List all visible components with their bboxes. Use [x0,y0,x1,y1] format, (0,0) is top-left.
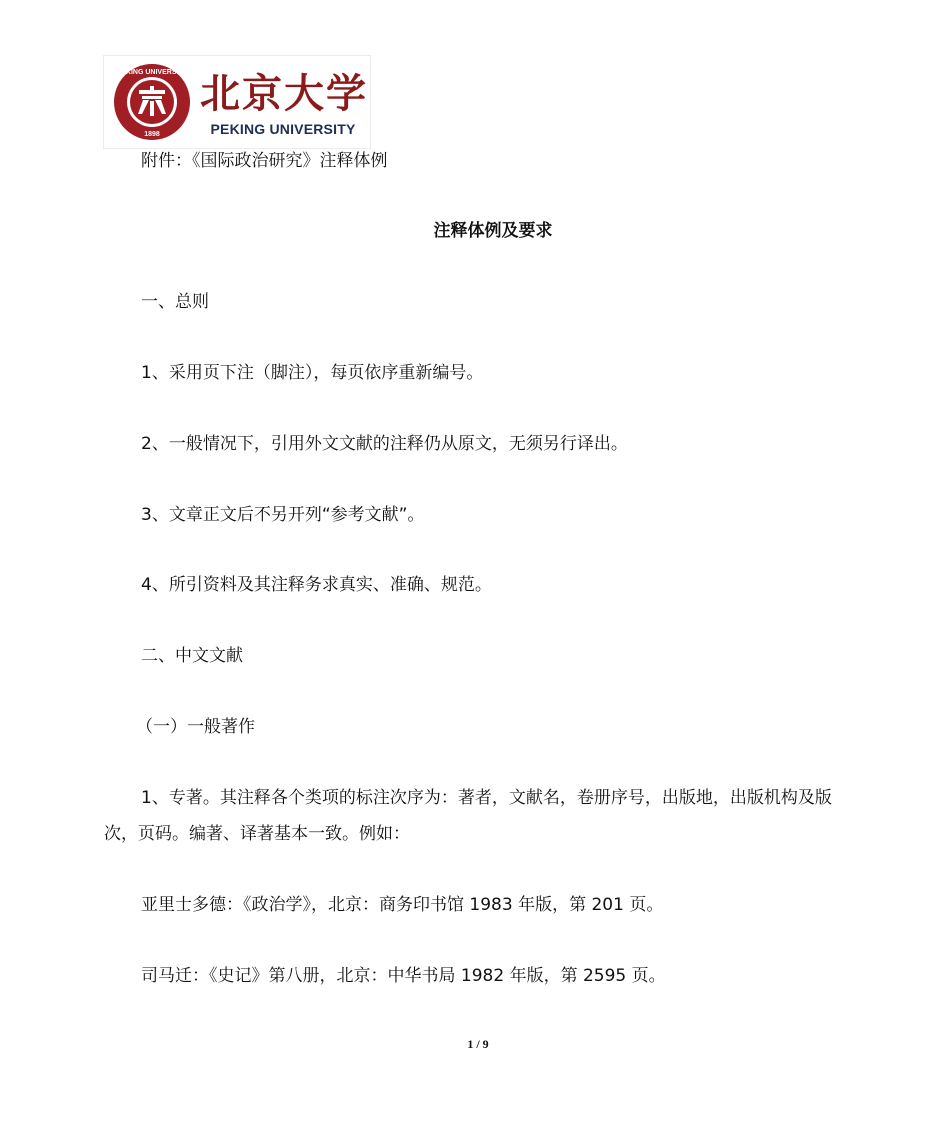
example-citation: 亚里士多德：《政治学》，北京：商务印书馆 1983 年版，第 201 页。 [141,895,664,915]
paragraph: 4、所引资料及其注释务求真实、准确、规范。 [141,575,492,595]
paragraph: 1、采用页下注（脚注），每页依序重新编号。 [141,363,484,383]
paragraph: 2、一般情况下，引用外文文献的注释仍从原文，无须另行译出。 [141,434,628,454]
seal-label: PEKING UNIVERSITY [116,69,188,76]
page-number: 1 / 9 [467,1037,489,1051]
section-heading: 二、中文文献 [141,646,243,666]
document-title: 注释体例及要求 [433,221,553,241]
seal-year: 1898 [144,131,160,138]
section-heading: 一、总则 [141,292,209,312]
paragraph: 3、文章正文后不另开列“参考文献”。 [141,505,425,525]
university-logo [104,56,370,148]
logo-english-name: PEKING UNIVERSITY [210,121,356,137]
logo-chinese-name: 北京大学 [200,69,368,117]
paragraph: 1、专著。其注释各个类项的标注次序为：著者，文献名，卷册序号，出版地，出版机构及版次，页码。编著、译著基本一致。例如： [104,788,832,844]
subsection-heading: （一）一般著作 [136,717,255,737]
example-citation: 司马迁：《史记》第八册，北京：中华书局 1982 年版，第 2595 页。 [141,966,666,986]
attachment-line: 附件：《国际政治研究》注释体例 [141,151,388,171]
seal-emblem [112,62,192,142]
